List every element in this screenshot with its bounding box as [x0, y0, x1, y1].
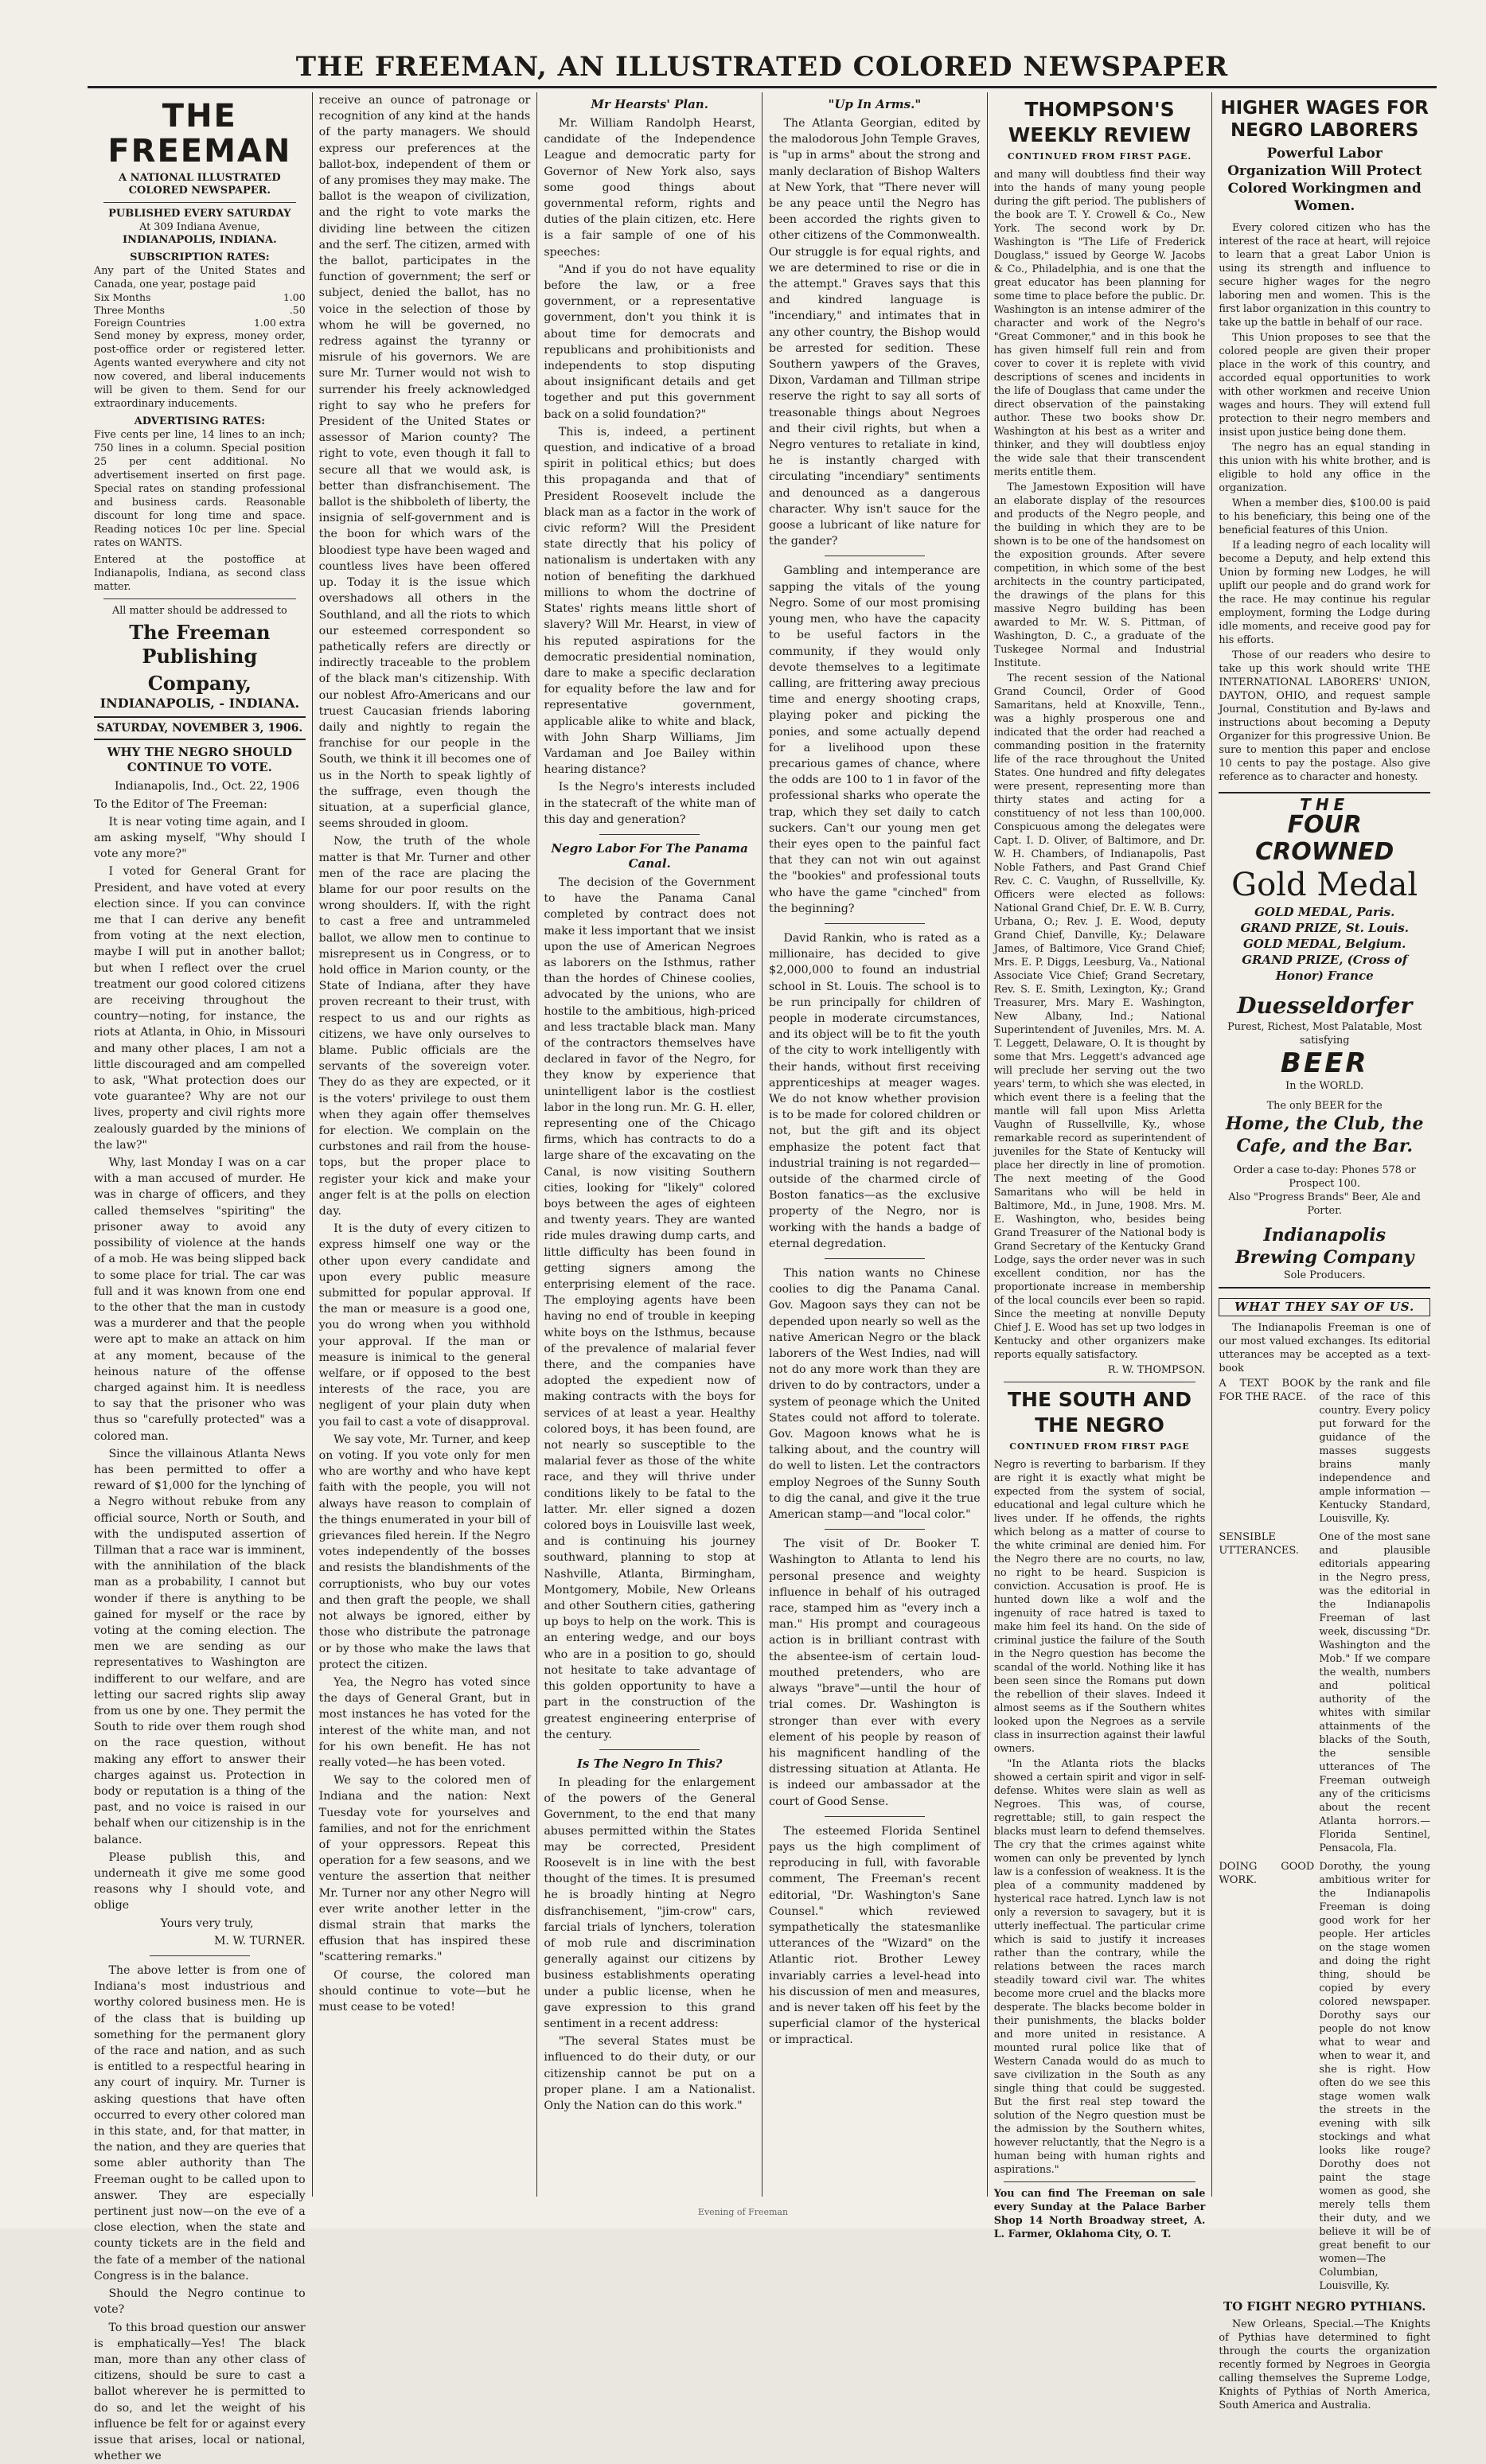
- quote-item: [1219, 1377, 1430, 1526]
- paragraph: "And if you do not have equality before the law, or a free government, or a representative government, don't you think it is about time for democrats and republicans and prohibitionists and independents to stop disputing about insignificant details and get together and put this government back on a solid foundation?": [544, 262, 755, 423]
- rate-value: 1.00: [283, 291, 306, 304]
- review-title: THOMPSON'S WEEKLY REVIEW: [994, 97, 1206, 148]
- rate-row: [94, 317, 306, 329]
- paragraph: I voted for General Grant for President, and have voted at every election since. If you can convince me that I can derive any benefit from voting at the next election, maybe I will put in another ballot; but when I reflect over the cruel treatment our good colored citizens are receiving throughout the country—noting, for instance, the riots at Atlanta, in Ohio, in Missouri and many other places, I am not a little discouraged and am compelled to ask, "What protection does our vote guarantee? Why are not our lives, property and civil rights more zealously guarded by the minions of the law?": [94, 864, 306, 1153]
- continued-note: CONTINUED FROM FIRST PAGE: [994, 1440, 1206, 1453]
- address-note: All matter should be addressed to: [94, 604, 306, 618]
- column-6: [1212, 92, 1437, 2197]
- entered-note: Entered at the postoffice at Indianapolis, Indiana, as second class matter.: [94, 553, 306, 594]
- paragraph: It is near voting time again, and I am asking myself, "Why should I vote any more?": [94, 814, 306, 863]
- ad-home: Home, the Club, the Cafe, and the Bar.: [1222, 1113, 1427, 1157]
- paragraph: Now, the truth of the whole matter is that Mr. Turner and other men of the race are placing the blame for our poor results on the wrong shoulders. If, with the right to cast a free and untrammeled ballot, we allow men to continue to misrepresent us in Congress, or to hold office in Marion county, or the State of Indiana, after they have proven recreant to their trust, with respect to us and our rights as citizens, we have only ourselves to blame. Public officials are the servants of the sovereign voter. They do as they are expected, or it is the voters' privilege to oust them when they again offer themselves for election. We complain on the curbstones and rail from the house-tops, but the proper place to register your kick and make your anger felt is at the polls on election day.: [319, 833, 531, 1219]
- paragraph: When a member dies, $100.00 is paid to his beneficiary, this being one of the beneficial features of this Union.: [1219, 497, 1430, 537]
- quote-item: [1219, 1530, 1430, 1855]
- paragraph: Of course, the colored man should continue to vote—but he must cease to be voted!: [319, 1967, 531, 2016]
- quote-item: [1219, 1860, 1430, 2293]
- quote-label: DOING GOOD WORK.: [1219, 1860, 1314, 2293]
- ad-award: GRAND PRIZE, St. Louis.: [1222, 920, 1427, 936]
- paragraph: Why, last Monday I was on a car with a man accused of murder. He was in charge of officers, and they called themselves "spiriting" the prisoner away to avoid any possibility of violence at the hands of a mob. He was being slipped back to some place for trial. The car was full and it was known from one end to the other that the man in custody was a murderer and that the people were apt to make an attack on him at any moment, because of the heinous nature of the offense charged against him. It is needless to say that the prisoner who was thus so "carefully protected" was a colored man.: [94, 1155, 306, 1444]
- divider: [599, 1749, 700, 1750]
- sale-notice: You can find The Freeman on sale every Sunday at the Palace Barber Shop 14 North Broadway street, A. L. Farmer, Oklahoma City, O. T.: [994, 2187, 1206, 2241]
- ad-award: GRAND PRIZE, (Cross of Honor) France: [1222, 952, 1427, 984]
- ad-duesseldorfer: Duesseldorfer: [1222, 992, 1427, 1020]
- divider: [150, 1955, 250, 1956]
- ad-sole: Sole Producers.: [1222, 1269, 1427, 1282]
- paragraph: Should the Negro continue to vote?: [94, 2286, 306, 2318]
- wages-title: HIGHER WAGES FOR NEGRO LABORERS: [1219, 97, 1430, 142]
- ad-the: THE: [1222, 798, 1427, 812]
- ad-only: The only BEER for the: [1222, 1099, 1427, 1113]
- paragraph: We say to the colored men of Indiana and the nation: Next Tuesday vote for yourselves and families, and not for the enrichment of your oppressors. Repeat this operation for a few seasons, and we venture the assertion that neither Mr. Turner nor any other Negro will ever write another letter in the dismal strain that marks the effusion that has inspired these "scattering remarks.": [319, 1772, 531, 1965]
- article-heading: "Up In Arms.": [769, 97, 981, 112]
- paragraph: The recent session of the National Grand Council, Order of Good Samaritans, held at Knoxville, Tenn., was a highly prosperous one and indicated that the order had reached a commanding position in the fraternity life of the race throughout the United States. One hundred and fifty delegates were present, representing more than thirty states and acting for a constituency of not less than 100,000. Conspicuous among the delegates were Capt. I. D. Oliver, of Baltimore, and Dr. W. H. Chambers, of Indianapolis, Past Noble Fathers, and Past Grand Chief Rev. C. C. Vaughn, of Russellville, Ky. Officers were elected as follows: National Grand Chief, Dr. E. W. B. Curry, Urbana, O.; Rev. J. E. Wood, deputy Grand Chief, Danville, Ky.; Delaware James, of Baltimore, Vice Grand Chief; Mrs. E. P. Diggs, Leesburg, Va., National Associate Vice Chief; Grand Secretary, Rev. S. E. Smith, Lexington, Ky.; Grand Treasurer, Mrs. Mary E. Washington, New Albany, Ind.; National Superintendent of Juveniles, Mrs. M. A. T. Leggett, Delaware, O. It is thought by some that Mrs. Leggett's advanced age will preclude her serving out the two years' term, to which she was elected, in which event there is a feeling that the mantle will fall upon Miss Arletta Vaughn of Russellville, Ky., whose remarkable record as superintendent of juveniles for the State of Kentucky will place her directly in line of promotion. The next meeting of the Good Samaritans who will be held in Baltimore, Md., in June, 1908. Mrs. M. E. Washington, who, besides being Grand Treasurer of the National body is Grand Secretary of the Kentucky Grand Lodge, says the order never was in such excellent condition, nor has the proportionate increase in membership of the local councils ever been so rapid. Since the meeting at nonville Deputy Chief J. E. Wood has set up two lodges in Kentucky and other organizers make reports equally satisfactory.: [994, 672, 1206, 1362]
- column-4: [763, 92, 988, 2197]
- subscription-heading: SUBSCRIPTION RATES:: [94, 251, 306, 264]
- rate-label: Foreign Countries: [94, 317, 185, 329]
- paragraph: The visit of Dr. Booker T. Washington to Atlanta to lend his personal presence and weighty influence in behalf of his outraged race, stamped him as "every inch a man." His prompt and courageous action is in brilliant contrast with the absentee-ism of certain loud-mouthed pretenders, who are always "brave"—until the hour of trial comes. Dr. Washington is stronger than ever with every element of his people by reason of his magnificent handling of the distressing situation at Atlanta. He is indeed our ambassador at the court of Good Sense.: [769, 1536, 981, 1809]
- rate-row: [94, 291, 306, 304]
- section-title: THE SOUTH AND THE NEGRO: [994, 1387, 1206, 1438]
- rate-label: Six Months: [94, 291, 150, 304]
- paragraph: It is the duty of every citizen to express himself one way or the other upon every candidate and upon every public measure submitted for popular approval. If the man or measure is a good one, you do wrong when you withhold your approval. If the man or measure is inimical to the general welfare, or if opposed to the best interests of the race, you are negligent of your plain duty when you fail to cast a vote of disapproval.: [319, 1221, 531, 1430]
- paragraph: Yea, the Negro has voted since the days of General Grant, but in most instances he has voted for the interest of the white man, and not for his own benefit. He has not really voted—he has been voted.: [319, 1675, 531, 1771]
- city-line: INDIANAPOLIS, INDIANA.: [94, 234, 306, 247]
- address-line: At 309 Indiana Avenue,: [94, 220, 306, 234]
- column-5: [988, 92, 1213, 2197]
- ad-award: GOLD MEDAL, Belgium.: [1222, 936, 1427, 952]
- paper-subtitle-2: COLORED NEWSPAPER.: [94, 185, 306, 197]
- paragraph: Negro is reverting to barbarism. If they are right it is exactly what might be expected from the system of social, educational and legal culture which he lives under. If he offends, the rights which belong as a matter of course to the white criminal are denied him. For the Negro there are no courts, no law, no right to be heard. Suspicion is conviction. Accusation is proof. He is hunted down like a wolf and the ingenuity of race hatred is taxed to make him feel its hand. On the side of criminal justice the failure of the South in the Negro question has become the scandal of the world. Nothing like it has been seen since the Romans put down the rebellion of their slaves. Indeed it almost seems as if the Southern whites looked upon the Negroes as a servile class in insurrection against their lawful owners.: [994, 1458, 1206, 1756]
- ad-also: Also "Progress Brands" Beer, Ale and Porter.: [1222, 1191, 1427, 1218]
- paragraph: and many will doubtless find their way into the hands of many young people during the gift period. The publishers of the book are T. Y. Crowell & Co., New York. The second work by Dr. Washington is "The Life of Frederick Douglass," issued by George W. Jacobs & Co., Philadelphia, and is one that the great educator has been planning for some time to place before the public. Dr. Washington is an intense admirer of the character and work of the Negro's "Great Commoner," and in this book he has given himself full rein and from cover to cover it is replete with vivid descriptions of scenes and incidents in the life of Douglass that came under the direct observation of the painstaking author. These two books show Dr. Washington at his best as a writer and thinker, and they will doubtless enjoy the wide sale that their transcendent merits entitle them.: [994, 168, 1206, 479]
- paragraph: This is, indeed, a pertinent question, and indicative of a broad spirit in political ethics; but does this propaganda and that of President Roosevelt include the black man as a factor in the work of civic reform? Will the President state directly that his policy of nationalism is undertaken with any notion of benefiting the darkhued millions to whom the doctrine of States' rights means little short of slavery? Will Mr. Hearst, in view of his reputed aspirations for the democratic presidential nomination, dare to make a specific declaration for equality before the law and for representative government, applicable alike to white and black, with John Sharp Williams, Jim Vardaman and Joe Bailey within hearing distance?: [544, 424, 755, 778]
- article-heading: Is The Negro In This?: [544, 1756, 755, 1772]
- ad-description: Purest, Richest, Most Palatable, Most satisfying: [1222, 1020, 1427, 1047]
- quote-text: One of the most sane and plausible editorials appearing in the Negro press, was the editorial in the Indianapolis Freeman of last week, discussing "Dr. Washington and the Mob." If we compare the wealth, numbers and political authority of the whites with similar attainments of the blacks of the South, the sensible utterances of The Freeman outweigh any of the criticisms about the recent Atlanta horrors.—Florida Sentinel, Pensacola, Fla.: [1319, 1530, 1430, 1855]
- column-3: [537, 92, 763, 2197]
- article-heading: WHY THE NEGRO SHOULD CONTINUE TO VOTE.: [94, 745, 306, 775]
- paragraph: receive an ounce of patronage or recognition of any kind at the hands of the party managers. We should express our preferences at the ballot-box, independent of them or of any promises they may make. The ballot is the weapon of civilization, and the right to vote marks the dividing line between the citizen and the serf. The citizen, armed with the ballot, participates in the function of government; the serf or subject, denied the ballot, has no voice in the selection of those by whom he will be governed, no redress against the tyranny or misrule of his governors. We are sure Mr. Turner would not wish to surrender his freely acknowledged right to say who he prefers for President of the United States or assessor of Marion county? The right to vote, even though it fall to secure all that we would ask, is better than disfranchisement. The ballot is the shibboleth of liberty, the insignia of self-government and is the boon for which wars of the bloodiest type have been waged and countless lives have been offered up. Today it is the issue which overshadows all others in the Southland, and all the riots to which our esteemed correspondent so pathetically refers are directly or indirectly traceable to the problem of the black man's citizenship. With our noblest Afro-Americans and our truest Caucasian friends laboring daily and nightly to regain the franchise for our people in the South, we think it ill becomes one of us in the North to speak lightly of the suffrage, even though the situation, at a superficial glance, seems shrouded in gloom.: [319, 92, 531, 832]
- rate-value: .50: [290, 304, 306, 317]
- publisher-place: INDIANAPOLIS, - INDIANA.: [94, 696, 306, 712]
- ad-brewing-company: Indianapolis Brewing Company: [1222, 1224, 1427, 1269]
- rate-value: 1.00 extra: [254, 317, 306, 329]
- divider: [825, 1816, 925, 1817]
- paragraph: Gambling and intemperance are sapping the vitals of the young Negro. Some of our most promising young men, who have the capacity to be useful factors in the community, if they would only devote themselves to a legitimate calling, are frittering away precious time and energy shooting craps, playing poker and picking the ponies, and some actually depend for a livelihood upon these precarious games of chance, where the odds are 100 to 1 in favor of the professional sharks who operate the trap, which they set daily to catch suckers. Can't our young men get their eyes open to the painful fact that they can not win out against the "bookies" and professional touts who have the game "cinched" from the beginning?: [769, 563, 981, 916]
- paragraph: Since the villainous Atlanta News has been permitted to offer a reward of $1,000 for the lynching of a Negro without rebuke from any official source, North or South, and with the undisputed assertion of Tillman that a race war is imminent, with the annihilation of the black man as a probability, I cannot but wonder if there is anything to be gained for myself or the race by voting at the coming election. The men we are sending as our representatives to Washington are indifferent to our welfare, and are letting our sacred rights slip away from us one by one. They permit the South to ride over them rough shod on the race question, without making any effort to answer their charges against us. Protection in body or reputation is a thing of the past, and no voice is raised in our behalf when our citizenship is in the balance.: [94, 1446, 306, 1848]
- quote-label: SENSIBLE UTTERANCES.: [1219, 1530, 1314, 1855]
- paragraph: The decision of the Government to have the Panama Canal completed by contract does not make it less important that we insist upon the use of American Negroes as laborers on the Isthmus, rather than the hordes of Chinese coolies, advocated by the unions, who are hostile to the ambitious, high-priced and less tractable black man. Many of the contractors themselves have declared in favor of the Negro, for they know by experience that unintelligent labor is the costliest labor in the long run. Mr. G. H. eller, representing one of the Chicago firms, which has contracts to do a large share of the excavating on the Canal, is now visiting Southern cities, looking for "likely" colored boys between the ages of eighteen and twenty years. They are wanted ride mules drawing dump carts, and little difficulty has been found in getting signers among the enterprising element of the race. The employing agents have been having no end of trouble in keeping white boys on the Isthmus, because of the prevalence of malarial fever there, and the companies have adopted the expedient now of making contracts with the boys for services of at least a year. Healthy colored boys, it has been found, are not nearly so susceptible to the malarial fever as those of the white race, and they will thrive under conditions likely to be fatal to the latter. Mr. eller signed a dozen colored boys in Louisville last week, and is continuing his journey southward, planning to stop at Nashville, Atlanta, Birmingham, Montgomery, Mobile, New Orleans and other Southern cities, gathering up boys to help on the work. This is an entering wedge, and our boys who are in a position to go, should not hesitate to take advantage of this golden opportunity to have a part in the construction of the greatest engineering enterprise of the century.: [544, 875, 755, 1743]
- paragraph: Please publish this, and underneath it give me some good reasons why I should vote, and oblige: [94, 1850, 306, 1914]
- beer-advertisement: [1219, 792, 1430, 1289]
- page-masthead: THE FREEMAN, AN ILLUSTRATED COLORED NEWSPAPER: [88, 48, 1437, 86]
- paragraph: This nation wants no Chinese coolies to dig the Panama Canal. Gov. Magoon says they can not be depended upon nearly so well as the native American Negro or the black laborers of the West Indies, nad will not do any more work than they are driven to do by contractors, under a system of peonage which the United States could not afford to tolerate. Gov. Magoon knows what he is talking about, and the country will do well to listen. Let the contractors employ Negroes of the Sunny South to dig the canal, and give it the true American stamp—and "local color.": [769, 1265, 981, 1522]
- signature: R. W. THOMPSON.: [994, 1363, 1206, 1377]
- divider: [1004, 2181, 1196, 2182]
- column-1: [88, 92, 313, 2197]
- quote-label: A TEXT BOOK FOR THE RACE.: [1219, 1377, 1314, 1526]
- paragraph: The above letter is from one of Indiana's most industrious and worthy colored business men. He is of the class that is building up something for the permanent glory of the race and nation, and as such is entitled to a respectful hearing in any court of inquiry. Mr. Turner is asking questions that have often occurred to every other colored man in this state, and, for that matter, in the nation, and they are queries that some abler authority than The Freeman ought to be called upon to answer. They are especially pertinent just now—on the eve of a close election, when the state and county tickets are in the field and the fate of a member of the national Congress is in the balance.: [94, 1963, 306, 2284]
- paragraph: Is the Negro's interests included in the statecraft of the white man of this day and generation?: [544, 779, 755, 828]
- continued-note: CONTINUED FROM FIRST PAGE.: [994, 150, 1206, 163]
- dateline: Indianapolis, Ind., Oct. 22, 1906: [94, 778, 306, 794]
- wages-subtitle: Powerful Labor Organization Will Protect Colored Workingmen and Women.: [1219, 145, 1430, 215]
- ad-order: Order a case to-day: Phones 578 or Prospect 100.: [1222, 1164, 1427, 1191]
- paragraph: New Orleans, Special.—The Knights of Pythias have determined to fight through the courts the organization recently formed by Negroes in Georgia calling themselves the Supreme Lodge, Knights of Pythias of North America, South America and Australia.: [1219, 2318, 1430, 2412]
- paragraph: "The several States must be influenced to do their duty, or our citizenship cannot be put on a proper plane. I am a Nationalist. Only the Nation can do this work.": [544, 2033, 755, 2114]
- columns: [88, 92, 1437, 2197]
- closing: Yours very truly,: [94, 1916, 306, 1932]
- ad-gold-medal: Gold Medal: [1222, 866, 1427, 904]
- paragraph: "In the Atlanta riots the blacks showed a certain spirit and vigor in self-defense. Whites were slain as well as Negroes. This was, of course, regrettable; still, to gain respect the blacks must learn to defend themselves. The cry that the crimes against white women can only be prevented by lynch law is a confession of weakness. It is the plea of a community maddened by hysterical race hatred. Lynch law is not only a reversion to savagery, but it is utterly ineffectual. The particular crime which is said to justify it increases rather than the contrary, while the relations between the races march steadily toward civil war. The whites become more cruel and the blacks more desperate. The blacks become bolder in their punishments, the blacks bolder and more united in resistance. A mounted rural police like that of Western Canada would do as much to save civilization in the South as any single thing that could be suggested. But the first real step toward the solution of the Negro question must be the admission by the Southern whites, however reluctantly, that the Negro is a human being with human rights and aspirations.": [994, 1757, 1206, 2177]
- divider: [825, 1258, 925, 1259]
- paragraph: The negro has an equal standing in this union with his white brother, and is eligible to hold any office in the organization.: [1219, 441, 1430, 495]
- paragraph: In pleading for the enlargement of the powers of the General Government, to the end that many abuses permitted within the States may be corrected, President Roosevelt is in line with the best thought of the times. It is presumed he is broadly hinting at Negro disfranchisement, "jim-crow" cars, farcial trials of lynchers, toleration of mob rule and discrimination generally against our citizens by business establishments operating under a public license, when he gave expression to this grand sentiment in a recent address:: [544, 1775, 755, 2032]
- salutation: To the Editor of The Freeman:: [94, 797, 306, 813]
- paragraph: The Jamestown Exposition will have an elaborate display of the resources and products of the Negro people, and the building in which they are to be shown is to be one of the handsomest on the exposition grounds. After severe competition, in which some of the best architects in the country participated, the drawings of the plans for this massive Negro building has been awarded to Mr. W. S. Pittman, of Washington, D. C., a graduate of the Tuskegee Normal and Industrial Institute.: [994, 481, 1206, 670]
- divider: [825, 1529, 925, 1530]
- paragraph: We say vote, Mr. Turner, and keep on voting. If you vote only for men who are worthy and who have kept faith with the people, you will not always have reason to complain of the things enumerated in your bill of grievances filed herein. If the Negro votes independently of the bosses and resists the blandishments of the corruptionists, who buy our votes and then graft the people, we shall not always be ignored, either by those who distribute the patronage or by those who make the laws that protect the citizen.: [319, 1432, 531, 1673]
- ad-world: In the WORLD.: [1222, 1079, 1427, 1093]
- paragraph: If a leading negro of each locality will become a Deputy, and help extend this Union by forming new Lodges, he will uplift our people and do grand work for the race. He may continue his regular employment, forming the Lodge during idle moments, and receive good pay for his efforts.: [1219, 539, 1430, 647]
- paragraph: The esteemed Florida Sentinel pays us the high compliment of reproducing in full, with favorable comment, The Freeman's recent editorial, "Dr. Washington's Sane Counsel." which reviewed sympathetically the statesmanlike utterances of the "Wizard" on the Atlantic riot. Brother Lewey invariably carries a level-head into his discussion of men and measures, and is never taken off his feet by the superficial clamor of the hysterical or impractical.: [769, 1823, 981, 2049]
- divider: [103, 202, 296, 203]
- publisher-name: The Freeman Publishing: [94, 621, 306, 669]
- advertising-body: Five cents per line, 14 lines to an inch; 750 lines in a column. Special position 25 per cent additional. No advertisement inserted on first page. Special rates on standing professional and business cards. Reasonable discount for long time and space. Reading notices 10c per line. Special rates on WANTS.: [94, 428, 306, 550]
- paragraph: Mr. William Randolph Hearst, candidate of the Independence League and democratic party for Governor of New York also, says some good things about governmental reform, rights and duties of the plain citizen, etc. Here is a fair sample of one of his speeches:: [544, 115, 755, 260]
- issue-date: SATURDAY, NOVEMBER 3, 1906.: [94, 716, 306, 740]
- paragraph: To this broad question our answer is emphatically—Yes! The black man, more than any other class of citizens, should be sure to cast a ballot wherever he is permitted to do so, and let the weight of his influence be felt for or against every issue that arises, local or national, whether we: [94, 2320, 306, 2464]
- published-line: PUBLISHED EVERY SATURDAY: [94, 208, 306, 220]
- paragraph: Every colored citizen who has the interest of the race at heart, will rejoice to learn that a great Labor Union is using its strength and influence to secure higher wages for the negro laboring men and women. This is the first labor organization in this country to take up the battle in behalf of our race.: [1219, 221, 1430, 329]
- masthead-rule: [88, 86, 1437, 88]
- ad-award: GOLD MEDAL, Paris.: [1222, 904, 1427, 920]
- article-heading: Negro Labor For The Panama Canal.: [544, 841, 755, 871]
- paragraph: This Union proposes to see that the colored people are given their proper place in the work of this country, and accorded equal opportunities to work with other workmen and receive Union wages and hours. They will extend full protection to their negro members and insist upon justice being done them.: [1219, 331, 1430, 439]
- quote-text: Dorothy, the young ambitious writer for the Indianapolis Freeman is doing good work for her people. Her articles on the stage women and doing the right thing, should be copied by every colored newspaper. Dorothy says our people do not know what to wear and when to wear it, and she is right. How often do we see this stage women walk the streets in the evening with silk stockings and what looks like rouge? Dorothy does not paint the stage women as good, she merely tells them their duty, and we believe it will be of great benefit to our women—The Columbian, Louisville, Ky.: [1319, 1860, 1430, 2293]
- divider: [599, 834, 700, 835]
- paper-title: THE FREEMAN: [94, 99, 306, 169]
- quote-text: by the rank and file of the race of this country. Every policy put forward for the guidance of the masses suggests brains manly independence and ample information — Kentucky Standard, Louisville, Ky.: [1319, 1377, 1430, 1526]
- signature: M. W. TURNER.: [94, 1933, 306, 1949]
- advertising-heading: ADVERTISING RATES:: [94, 415, 306, 428]
- paragraph: The Atlanta Georgian, edited by the malodorous John Temple Graves, is "up in arms" about the strong and manly declaration of Bishop Walters at New York, that "There never will be any peace until the Negro has been accorded the rights given to other citizens of the Commonwealth. Our struggle is for equal rights, and we are determined to rise or die in the attempt." Graves says that this and kindred language is "incendiary," and intimates that in any other country, the Bishop would be arrested for sedition. These Southern yawpers of the Graves, Dixon, Vardaman and Tillman stripe reserve the right to say all sorts of treasonable things about Negroes and their civil rights, but when a Negro ventures to retaliate in kind, he is instantly charged with circulating "incendiary" sentiments and denounced as a dangerous character. Why isn't sauce for the goose a lubricant of like nature for the gander?: [769, 115, 981, 549]
- paper-subtitle-1: A NATIONAL ILLUSTRATED: [94, 172, 306, 185]
- paragraph: David Rankin, who is rated as a millionaire, has decided to give $2,000,000 to found an industrial school in St. Louis. The school is to be run principally for children of people in moderate circumstances, and its object will be to fit the youth of the city to work intelligently with their hands, without first receiving apprenticeships at meager wages. We do not know whether provision is to be made for colored children or not, but the gift and its object emphasize the potent fact that industrial training is not regarded—outside of the charmed circle of Boston fanatics—as the exclusive property of the Negro, nor is working with the hands a badge of eternal degredation.: [769, 930, 981, 1252]
- rate-label: Three Months: [94, 304, 165, 317]
- divider: [103, 598, 296, 599]
- column-2: [313, 92, 538, 2197]
- subscription-body: Send money by express, money order, post-office order or registered letter. Agents wanted everywhere and city not now covered, and liberal inducements will be given to them. Send for our extraordinary inducements.: [94, 329, 306, 411]
- article-heading: TO FIGHT NEGRO PYTHIANS.: [1219, 2299, 1430, 2314]
- what-they-say-heading: WHAT THEY SAY OF US.: [1219, 1298, 1430, 1316]
- divider: [825, 923, 925, 924]
- publisher-company: Company,: [94, 672, 306, 696]
- subscription-intro: Any part of the United States and Canada, one year, postage paid: [94, 264, 306, 291]
- article-heading: Mr Hearsts' Plan.: [544, 97, 755, 112]
- ad-four-crowned: FOUR CROWNED: [1222, 812, 1427, 866]
- ad-beer: BEER: [1222, 1047, 1427, 1079]
- paragraph: Those of our readers who desire to take up this work should write THE INTERNATIONAL LABORERS' UNION, DAYTON, OHIO, and request sample Journal, Constitution and By-laws and instructions about becoming a Deputy Organizer for this progressive Union. Be sure to mention this paper and enclose 10 cents to pay the postage. Also give reference as to character and honesty.: [1219, 649, 1430, 784]
- paragraph: The Indianapolis Freeman is one of our most valued exchanges. Its editorial utterances may be accepted as a text-book: [1219, 1321, 1430, 1375]
- rate-row: [94, 304, 306, 317]
- footer-caption: Evening of Freeman: [0, 2207, 1486, 2217]
